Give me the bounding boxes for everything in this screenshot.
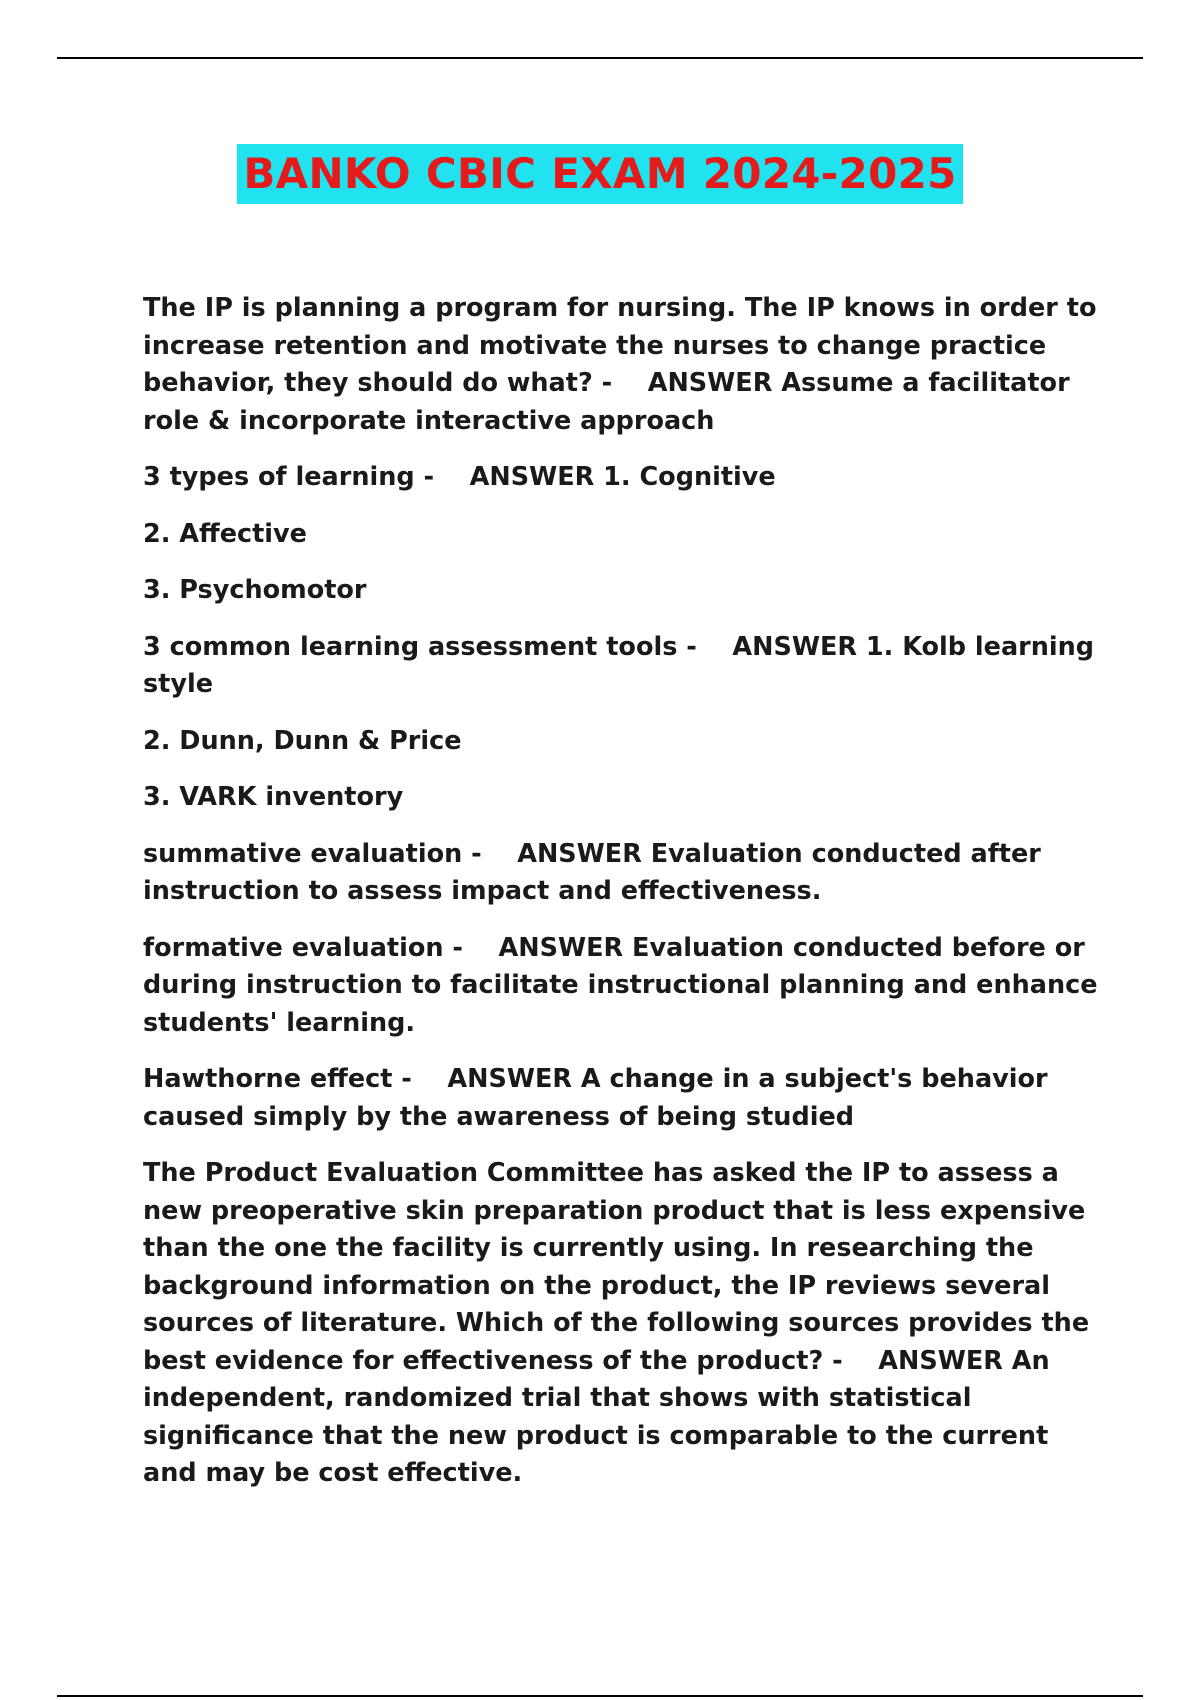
qa-item [143, 836, 1103, 911]
qa-item [143, 629, 1103, 704]
qa-separator: - [462, 838, 518, 869]
answer-text: 1. Kolb learning style [143, 631, 1095, 699]
qa-separator: - [823, 1345, 879, 1376]
answer-label: ANSWER [469, 462, 595, 492]
list-line [143, 572, 1103, 610]
question-text: 3 common learning assessment tools [143, 631, 678, 662]
document-body [143, 290, 1103, 1512]
qa-item [143, 1061, 1103, 1136]
answer-label: ANSWER [498, 932, 624, 963]
qa-item [143, 1155, 1103, 1493]
qa-separator: - [592, 368, 648, 398]
list-line [143, 779, 1103, 817]
list-line [143, 516, 1103, 554]
document-title: BANKO CBIC EXAM 2024-2025 [237, 144, 962, 204]
list-line-text: 3. Psychomotor [143, 575, 367, 605]
answer-text: A change in a subject's behavior caused simply by the awareness of being studied [143, 1064, 1048, 1132]
list-line [143, 723, 1103, 761]
answer-label: ANSWER [517, 838, 642, 869]
qa-separator: - [443, 932, 499, 963]
qa-separator: - [414, 462, 470, 492]
answer-text: Assume a facilitator role & incorporate interactive approach [143, 368, 1070, 436]
answer-text: Evaluation conducted after instruction to assess impact and effectiveness. [143, 838, 1041, 906]
qa-separator: - [677, 631, 733, 662]
answer-label: ANSWER [878, 1345, 1003, 1376]
answer-text: 1. Cognitive [603, 462, 776, 492]
list-line-text: 3. VARK inventory [143, 782, 404, 812]
question-text: summative evaluation [143, 838, 463, 869]
answer-label: ANSWER [732, 631, 858, 662]
bottom-rule [57, 1695, 1143, 1697]
top-rule [57, 57, 1143, 59]
answer-label: ANSWER [647, 368, 773, 398]
qa-separator: - [392, 1064, 448, 1094]
question-text: The IP is planning a program for nursing. The IP knows in order to increase retention and motivate the nurses to change practice behavior, they should do what? [143, 293, 1097, 398]
qa-item [143, 930, 1103, 1043]
list-line-text: 2. Dunn, Dunn & Price [143, 725, 462, 756]
list-line-text: 2. Affective [143, 518, 307, 549]
question-text: Hawthorne effect [143, 1064, 393, 1094]
answer-text: Evaluation conducted before or during instruction to facilitate instructional planning and enhance students' learning. [143, 932, 1098, 1038]
qa-item [143, 290, 1103, 440]
question-text: The Product Evaluation Committee has asked the IP to assess a new preoperative skin preparation product that is less expensive than the one the facility is currently using. In researching the background information on the product, the IP reviews several sources of literature. Which of the following sources provides the best evidence for effectiveness of the product? [143, 1158, 1090, 1376]
question-text: 3 types of learning [143, 462, 415, 492]
title-block [0, 144, 1200, 204]
answer-text: An independent, randomized trial that shows with statistical significance that the new product is comparable to the current and may be cost effective. [143, 1345, 1050, 1488]
qa-item [143, 459, 1103, 497]
question-text: formative evaluation [143, 932, 444, 963]
answer-label: ANSWER [447, 1064, 573, 1094]
